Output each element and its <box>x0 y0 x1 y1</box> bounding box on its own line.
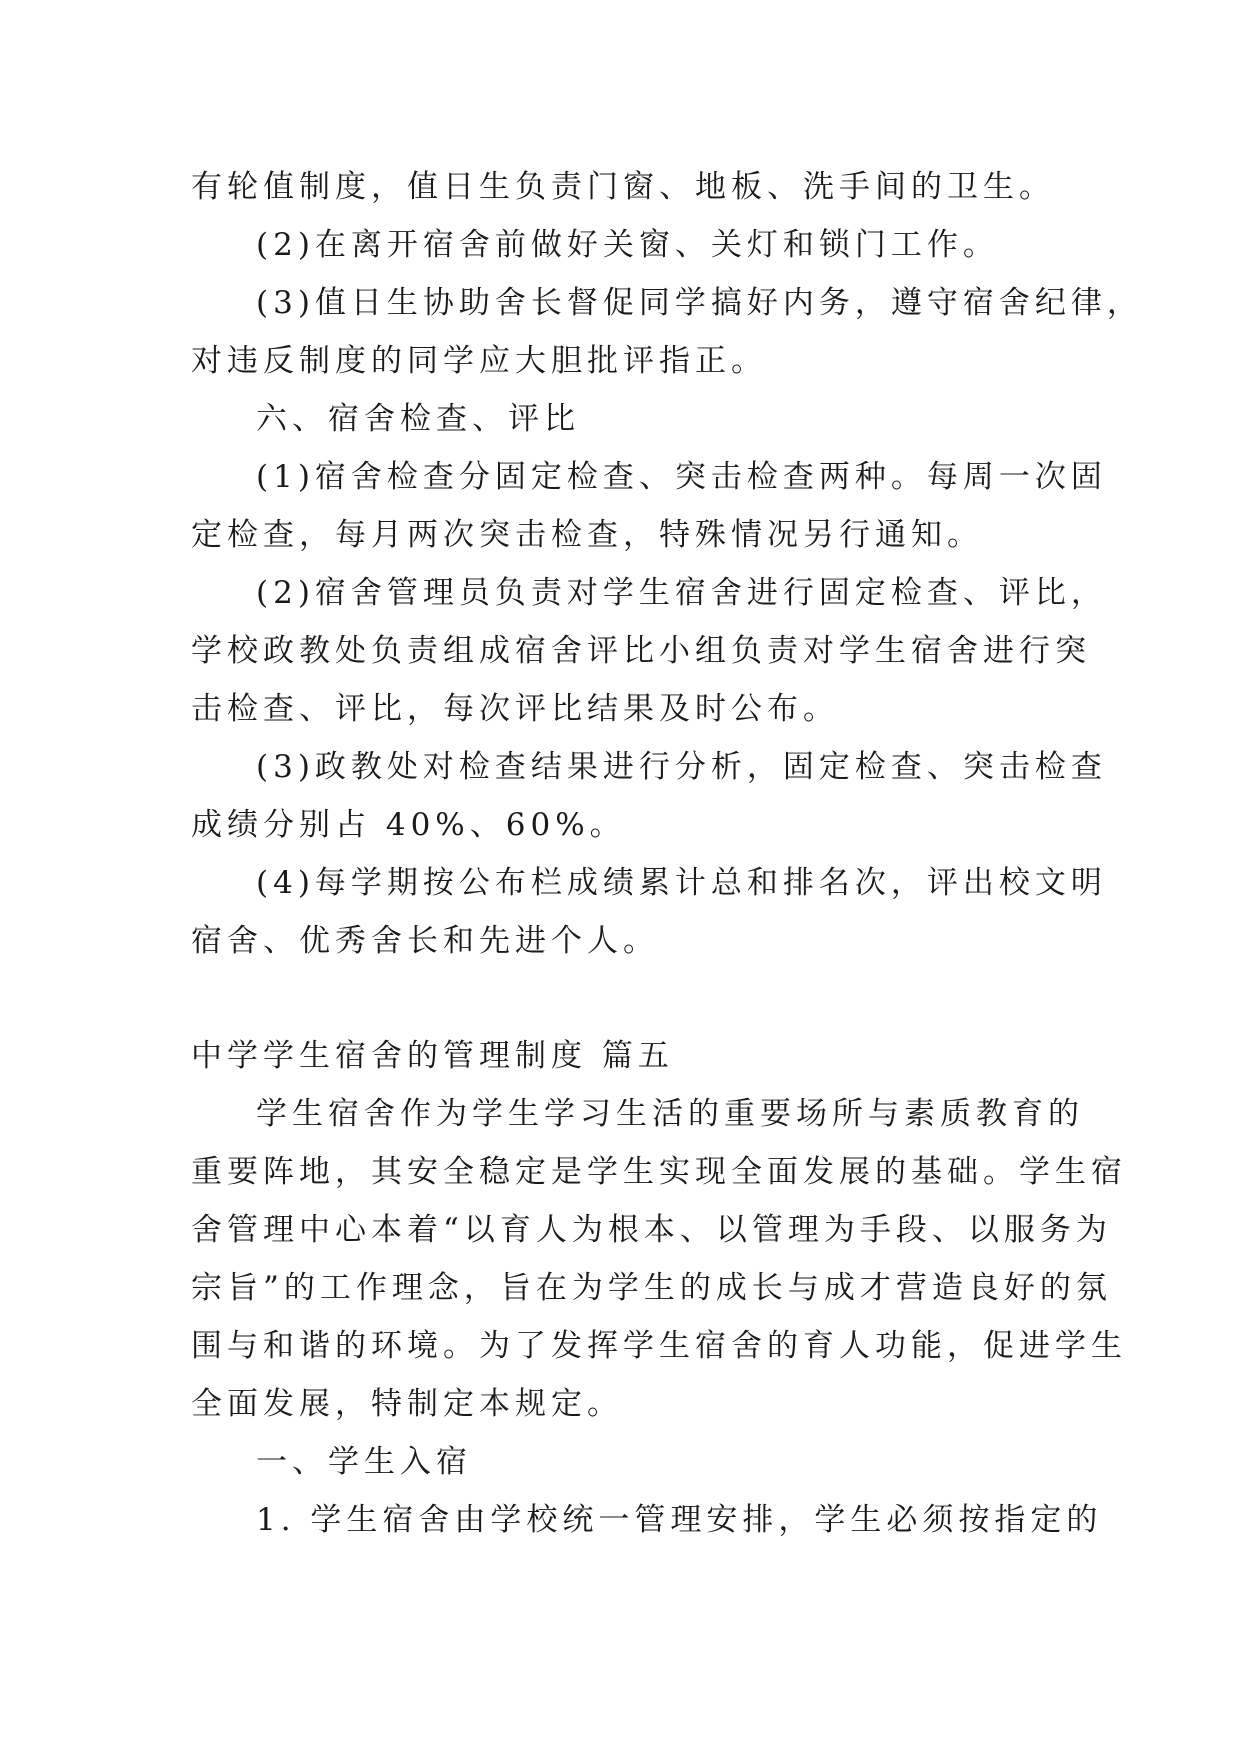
list-item: (2)在离开宿舍前做好关窗、关灯和锁门工作。 <box>256 227 999 263</box>
list-item: 1. 学生宿舍由学校统一管理安排，学生必须按指定的 <box>256 1502 1103 1538</box>
section-heading: 六、宿舍检查、评比 <box>256 401 580 437</box>
paragraph-line: 学生宿舍作为学生学习生活的重要场所与素质教育的 <box>256 1096 1084 1132</box>
list-item: (4)每学期按公布栏成绩累计总和排名次，评出校文明 <box>256 865 1107 901</box>
article-title: 中学学生宿舍的管理制度 篇五 <box>191 1038 674 1074</box>
list-item: (2)宿舍管理员负责对学生宿舍进行固定检查、评比， <box>256 575 1107 611</box>
text-line: 舍管理中心本着“以育人为根本、以管理为手段、以服务为 <box>191 1212 1112 1248</box>
section-heading: 一、学生入宿 <box>256 1444 472 1480</box>
text-line: 全面发展，特制定本规定。 <box>191 1386 623 1422</box>
list-item: (3)政教处对检查结果进行分析，固定检查、突击检查 <box>256 749 1107 785</box>
list-item: (3)值日生协助舍长督促同学搞好内务，遵守宿舍纪律， <box>256 285 1143 321</box>
text-line: 重要阵地，其安全稳定是学生实现全面发展的基础。学生宿 <box>191 1154 1127 1190</box>
text-line: 宗旨”的工作理念，旨在为学生的成长与成才营造良好的氛 <box>191 1270 1112 1306</box>
list-item: (1)宿舍检查分固定检查、突击检查两种。每周一次固 <box>256 459 1107 495</box>
text-line: 宿舍、优秀舍长和先进个人。 <box>191 923 659 959</box>
text-line: 成绩分别占 40%、60%。 <box>191 807 626 843</box>
text-line: 定检查，每月两次突击检查，特殊情况另行通知。 <box>191 517 983 553</box>
text-line: 击检查、评比，每次评比结果及时公布。 <box>191 691 839 727</box>
text-line: 围与和谐的环境。为了发挥学生宿舍的育人功能，促进学生 <box>191 1328 1127 1364</box>
text-line: 有轮值制度，值日生负责门窗、地板、洗手间的卫生。 <box>191 169 1055 205</box>
text-line: 对违反制度的同学应大胆批评指正。 <box>191 343 767 379</box>
text-line: 学校政教处负责组成宿舍评比小组负责对学生宿舍进行突 <box>191 633 1091 669</box>
